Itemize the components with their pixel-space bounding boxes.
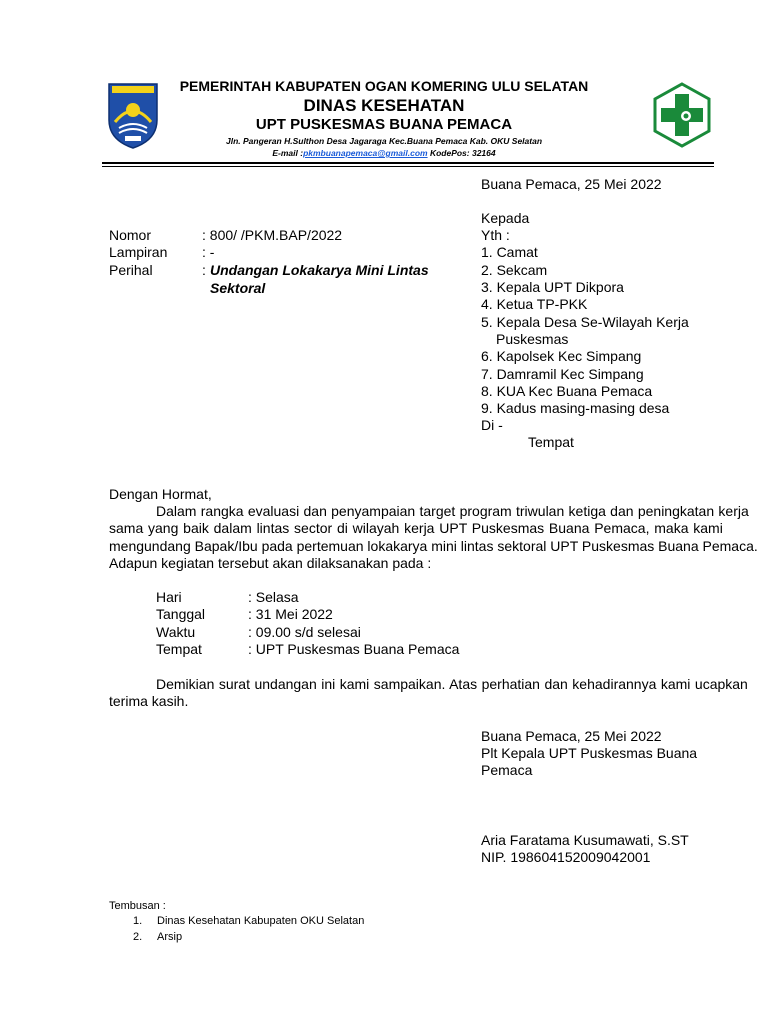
closing-line: Demikian surat undangan ini kami sampaikan. Atas perhatian dan kehadirannya kami ucapkan: [156, 676, 748, 692]
lampiran-label: Lampiran: [109, 244, 168, 260]
tembusan-item: Arsip: [157, 931, 183, 943]
greeting: Dengan Hormat,: [109, 486, 212, 502]
email-label: E-mail :: [272, 148, 304, 158]
header-divider-thin: [102, 166, 714, 167]
schedule-label-tanggal: Tanggal: [156, 606, 206, 622]
tembusan-number: 1.: [133, 915, 143, 927]
schedule-value-hari: : Selasa: [248, 589, 299, 605]
perihal-subject-line1: Undangan Lokakarya Mini Lintas: [210, 262, 429, 278]
signature-title: Plt Kepala UPT Puskesmas Buana: [481, 745, 698, 761]
tembusan-item: Dinas Kesehatan Kabupaten OKU Selatan: [157, 915, 365, 927]
signature-title-continuation: Pemaca: [481, 762, 533, 778]
recipient-item: 1. Camat: [481, 244, 538, 260]
email-link[interactable]: pkmbuanapemaca@gmail.com: [303, 148, 428, 158]
header-department: DINAS KESEHATAN: [303, 96, 465, 115]
letter-date: Buana Pemaca, 25 Mei 2022: [481, 176, 662, 192]
postal-code: KodePos: 32164: [427, 148, 496, 158]
body-line: Dalam rangka evaluasi dan penyampaian target program triwulan ketiga dan peningkatan kerja: [156, 503, 749, 519]
body-line: sama yang baik dalam lintas sector di wilayah kerja UPT Puskesmas Buana Pemaca, maka kami: [109, 520, 723, 536]
recipient-item: 9. Kadus masing-masing desa: [481, 400, 670, 416]
nomor-value: : 800/ /PKM.BAP/2022: [202, 227, 343, 243]
signatory-name: Aria Faratama Kusumawati, S.ST: [481, 832, 689, 848]
tembusan-label: Tembusan :: [109, 900, 166, 912]
body-line: mengundang Bapak/Ibu pada pertemuan lokakarya mini lintas sektoral UPT Puskesmas Buana Pemaca.: [109, 538, 758, 554]
header-government: PEMERINTAH KABUPATEN OGAN KOMERING ULU SELATAN: [179, 78, 589, 94]
perihal-label: Perihal: [109, 262, 153, 278]
schedule-value-waktu: : 09.00 s/d selesai: [248, 624, 361, 640]
recipient-item: 7. Damramil Kec Simpang: [481, 366, 644, 382]
perihal-colon: :: [202, 262, 206, 278]
yth-label: Yth :: [481, 227, 510, 243]
schedule-label-waktu: Waktu: [156, 624, 196, 640]
recipient-item: 5. Kepala Desa Se-Wilayah Kerja: [481, 314, 689, 330]
recipient-item: 6. Kapolsek Kec Simpang: [481, 348, 642, 364]
lampiran-value: : -: [202, 244, 215, 260]
closing-line: terima kasih.: [109, 693, 189, 709]
tempat-label: Tempat: [528, 434, 574, 450]
schedule-value-tanggal: : 31 Mei 2022: [248, 606, 333, 622]
recipient-item: 4. Ketua TP-PKK: [481, 296, 588, 312]
schedule-label-tempat: Tempat: [156, 641, 202, 657]
signature-date: Buana Pemaca, 25 Mei 2022: [481, 728, 662, 744]
header-contact: [0, 148, 768, 158]
tembusan-number: 2.: [133, 931, 143, 943]
recipient-item: 2. Sekcam: [481, 262, 548, 278]
recipient-item: 3. Kepala UPT Dikpora: [481, 279, 624, 295]
signatory-nip: NIP. 198604152009042001: [481, 849, 651, 865]
kepada-label: Kepada: [481, 210, 530, 226]
schedule-value-tempat: : UPT Puskesmas Buana Pemaca: [248, 641, 460, 657]
header-address: Jln. Pangeran H.Sulthon Desa Jagaraga Kec.Buana Pemaca Kab. OKU Selatan: [225, 136, 543, 146]
body-line: Adapun kegiatan tersebut akan dilaksanakan pada :: [109, 555, 432, 571]
perihal-subject-line2: Sektoral: [210, 280, 266, 296]
header-divider-thick: [102, 162, 714, 164]
nomor-label: Nomor: [109, 227, 152, 243]
schedule-label-hari: Hari: [156, 589, 182, 605]
header-institution: UPT PUSKESMAS BUANA PEMACA: [255, 116, 513, 133]
recipient-item: 8. KUA Kec Buana Pemaca: [481, 383, 653, 399]
di-label: Di -: [481, 417, 503, 433]
recipient-item-continuation: Puskesmas: [496, 331, 569, 347]
